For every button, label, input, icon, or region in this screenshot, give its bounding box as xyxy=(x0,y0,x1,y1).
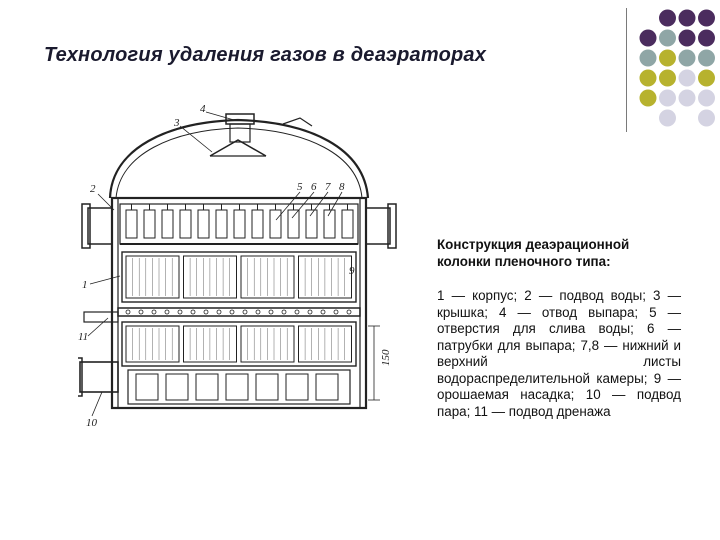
decorative-dot xyxy=(679,10,696,27)
decorative-dot xyxy=(640,30,657,47)
decorative-dot-grid xyxy=(638,8,718,133)
label-4: 4 xyxy=(200,103,206,115)
decorative-dot xyxy=(640,70,657,87)
deaerator-column-drawing xyxy=(78,100,408,428)
decorative-dot xyxy=(679,50,696,67)
decorative-dot xyxy=(659,110,676,127)
label-6: 6 xyxy=(311,181,317,193)
label-9: 9 xyxy=(349,265,355,277)
dimension-label: 150 xyxy=(380,349,392,366)
label-5: 5 xyxy=(297,181,303,193)
decorative-dot xyxy=(698,110,715,127)
caption-title: Конструкция деаэрационной колонки пленочного типа: xyxy=(437,237,630,269)
decorative-dot xyxy=(659,50,676,67)
decorative-dot xyxy=(698,10,715,27)
label-11: 11 xyxy=(78,331,89,343)
label-8: 8 xyxy=(339,181,345,193)
label-7: 7 xyxy=(325,181,331,193)
decorative-dot xyxy=(679,30,696,47)
decorative-dot xyxy=(679,90,696,107)
decorative-dot xyxy=(640,50,657,67)
decorative-dot xyxy=(679,70,696,87)
decorative-dot xyxy=(659,10,676,27)
decorative-divider xyxy=(626,8,627,132)
decorative-dot xyxy=(698,50,715,67)
slide-title: Технология удаления газов в деаэраторах xyxy=(44,44,487,66)
decorative-dot xyxy=(698,90,715,107)
label-3: 3 xyxy=(174,117,180,129)
caption xyxy=(437,236,681,420)
label-1: 1 xyxy=(82,279,88,291)
decorative-dot xyxy=(659,90,676,107)
caption-body: 1 — корпус; 2 — подвод воды; 3 — крышка; 4 — отвод выпара; 5 — отверстия для слива воды; 6 — патрубки для выпара; 7,8 — нижний и верхний листы водораспределительной камеры; 9 — орошаемая насадка; 10 — подвод пара; 11 — подвод дренажа xyxy=(437,288,681,419)
decorative-dot xyxy=(640,90,657,107)
decorative-dot xyxy=(698,70,715,87)
decorative-dot xyxy=(659,70,676,87)
decorative-dot xyxy=(698,30,715,47)
label-2: 2 xyxy=(90,183,96,195)
label-10: 10 xyxy=(86,417,97,428)
decorative-dot xyxy=(659,30,676,47)
